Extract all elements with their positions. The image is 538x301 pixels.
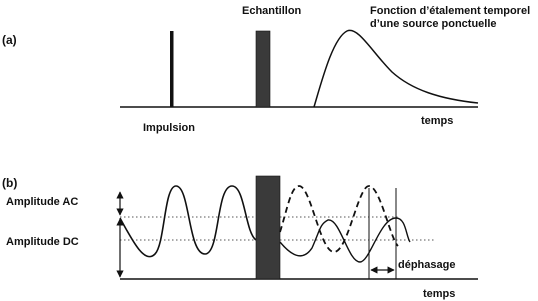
excitation-wave-dashed bbox=[280, 186, 398, 252]
panel-a-label: (a) bbox=[2, 33, 17, 47]
dc-amplitude-label: Amplitude DC bbox=[6, 236, 79, 248]
panel-b bbox=[2, 176, 478, 300]
sample-block-b bbox=[256, 176, 280, 279]
panel-b-label: (b) bbox=[2, 176, 18, 190]
excitation-wave-left bbox=[120, 186, 256, 257]
panel-a bbox=[2, 5, 530, 134]
psf-decay-curve bbox=[314, 30, 478, 107]
impulse-label: Impulsion bbox=[143, 122, 195, 134]
sample-block-a bbox=[256, 31, 270, 107]
impulse-bar bbox=[170, 31, 174, 107]
psf-label-line1: Fonction d’étalement temporel bbox=[370, 5, 531, 17]
ac-amplitude-label: Amplitude AC bbox=[6, 196, 79, 208]
psf-label-line2: d’une source ponctuelle bbox=[370, 18, 497, 30]
panel-b-time-label: temps bbox=[423, 288, 456, 300]
phase-shift-label: déphasage bbox=[398, 259, 456, 271]
panel-a-time-label: temps bbox=[421, 115, 454, 127]
sample-label: Echantillon bbox=[242, 5, 302, 17]
